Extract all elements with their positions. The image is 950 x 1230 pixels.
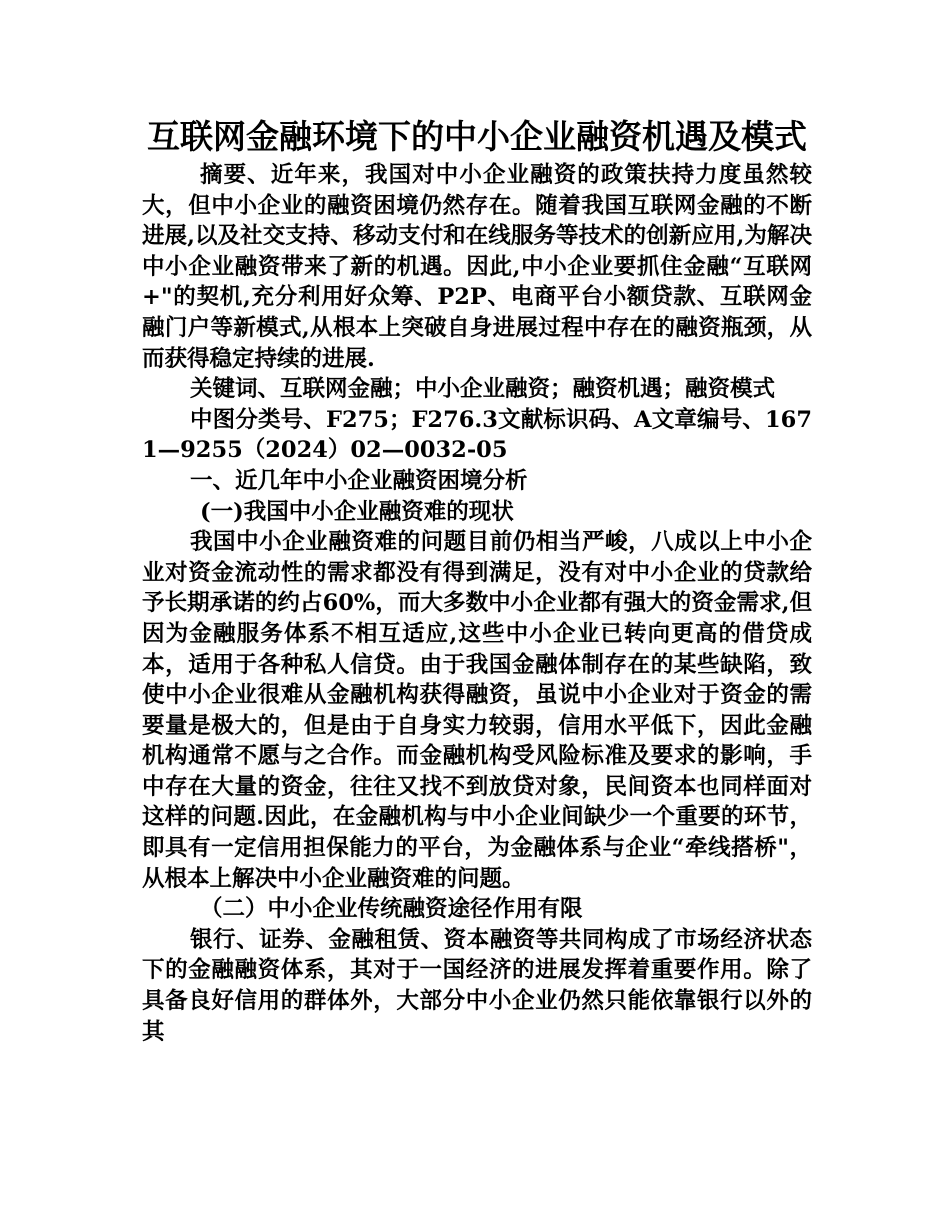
document-title: 互联网金融环境下的中小企业融资机遇及模式 bbox=[147, 117, 807, 156]
subsection-heading-1: (一)我国中小企业融资难的现状 bbox=[200, 498, 514, 525]
abstract-paragraph: 摘要、近年来，我国对中小企业融资的政策扶持力度虽然较大，但中小企业的融资困境仍然存在。随着我国互联网金融的不断进展,以及社交支持、移动支付和在线服务等技术的创新应用,为解决中小企业融资带来了新的机遇。因此,中小企业要抓住金融“互联网+"的契机,充分利用好众筹、P2P、电商平台小额贷款、互联网金融门户等新模式,从根本上突破自身进展过程中存在的融资瓶颈，从而获得稳定持续的进展. bbox=[142, 162, 812, 372]
subsection-body-1: 我国中小企业融资难的问题目前仍相当严峻，八成以上中小企业对资金流动性的需求都没有得到满足，没有对中小企业的贷款给予长期承诺的约占60%，而大多数中小企业都有强大的资金需求,但因为金融服务体系不相互适应,这些中小企业已转向更高的借贷成本，适用于各种私人信贷。由于我国金融体制存在的某些缺陷，致使中小企业很难从金融机构获得融资，虽说中小企业对于资金的需要量是极大的，但是由于自身实力较弱，信用水平低下，因此金融机构通常不愿与之合作。而金融机构受风险标准及要求的影响，手中存在大量的资金，往往又找不到放贷对象，民间资本也同样面对这样的问题.因此，在金融机构与中小企业间缺少一个重要的环节，即具有一定信用担保能力的平台，为金融体系与企业“牵线搭桥"，从根本上解决中小企业融资难的问题。 bbox=[142, 529, 812, 892]
classification-paragraph: 中图分类号、F275；F276.3文献标识码、A文章编号、1671—9255（2024）02—0032-05 bbox=[142, 406, 812, 464]
subsection-heading-2: （二）中小企业传统融资途径作用有限 bbox=[200, 896, 583, 923]
subsection-body-2: 银行、证券、金融租赁、资本融资等共同构成了市场经济状态下的金融融资体系，其对于一国经济的进展发挥着重要作用。除了具备良好信用的群体外，大部分中小企业仍然只能依靠银行以外的其 bbox=[142, 926, 812, 1045]
section-heading: 一、近几年中小企业融资困境分析 bbox=[190, 467, 528, 494]
keywords-paragraph: 关键词、互联网金融；中小企业融资；融资机遇；融资模式 bbox=[190, 376, 776, 403]
document-page bbox=[142, 118, 812, 1047]
